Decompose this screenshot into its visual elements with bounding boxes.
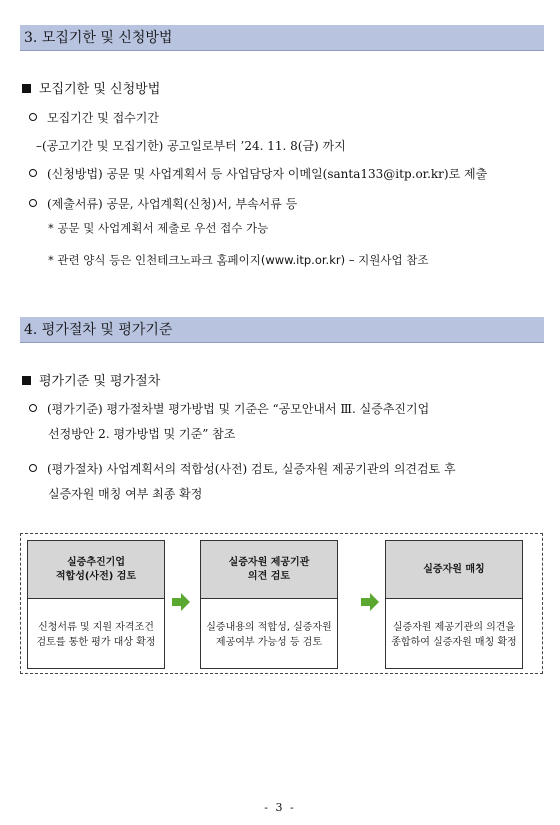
circle-bullet-icon [29,404,37,412]
circle-bullet-icon [29,169,37,177]
circle-bullet-icon [29,464,37,472]
heading-text: 평가기준 및 평가절차 [39,374,161,389]
flow-step-description: 신청서류 및 지원 자격조건 검토를 통한 평가 대상 확정 [36,621,156,648]
list-item-text: 모집기간 및 접수기간 [47,111,159,125]
section-3-heading [22,82,160,98]
arrow-right-icon [361,593,379,611]
arrow-right-icon [172,593,190,611]
list-item-detail: –(공고기간 및 모집기한) 공고일로부터 ’24. 11. 8(금) 까지 [36,139,346,153]
section-4-heading [22,374,160,390]
list-item-continuation: 실증자원 매칭 여부 최종 확정 [48,487,203,501]
section-title-4: 4. 평가절차 및 평가기준 [20,317,544,343]
square-bullet-icon [22,84,31,93]
page-number: - 3 - [264,801,296,814]
flow-step [200,540,338,669]
flow-step [385,540,523,669]
circle-bullet-icon [29,199,37,207]
list-item-text: (신청방법) 공문 및 사업계획서 등 사업담당자 이메일(santa133@itp.or.kr)로 제출 [47,167,488,181]
flow-step-title: 실증자원 매칭 [386,541,522,599]
circle-bullet-icon [29,113,37,121]
note: * 공문 및 사업계획서 제출로 우선 접수 가능 [48,221,269,235]
list-item [29,401,429,417]
heading-text: 모집기한 및 신청방법 [39,82,161,97]
flow-step [27,540,165,669]
list-item [29,110,159,126]
flow-step-title: 실증자원 제공기관 의견 검토 [201,541,337,599]
list-item-text: (평가기준) 평가절차별 평가방법 및 기준은 “공모안내서 Ⅲ. 실증추진기업 [47,402,430,416]
flow-step-description: 실증내용의 적합성, 실증자원 제공여부 가능성 등 검토 [206,621,332,648]
list-item [29,196,297,212]
note: * 관련 양식 등은 인천테크노파크 홈페이지(www.itp.or.kr) – 지원사업 참조 [48,253,429,267]
square-bullet-icon [22,376,31,385]
list-item-continuation: 선정방안 2. 평가방법 및 기준” 참조 [48,427,236,441]
section-title-3: 3. 모집기한 및 신청방법 [20,25,544,51]
list-item [29,461,456,477]
process-flow-diagram [20,533,543,674]
flow-step-description: 실증자원 제공기관의 의견을 종합하여 실증자원 매칭 확정 [391,621,517,648]
flow-step-title: 실증추진기업 적합성(사전) 검토 [28,541,164,599]
list-item-text: (제출서류) 공문, 사업계획(신청)서, 부속서류 등 [47,197,298,211]
list-item-text: (평가절차) 사업계획서의 적합성(사전) 검토, 실증자원 제공기관의 의견검토 후 [47,462,456,476]
list-item [29,166,487,182]
